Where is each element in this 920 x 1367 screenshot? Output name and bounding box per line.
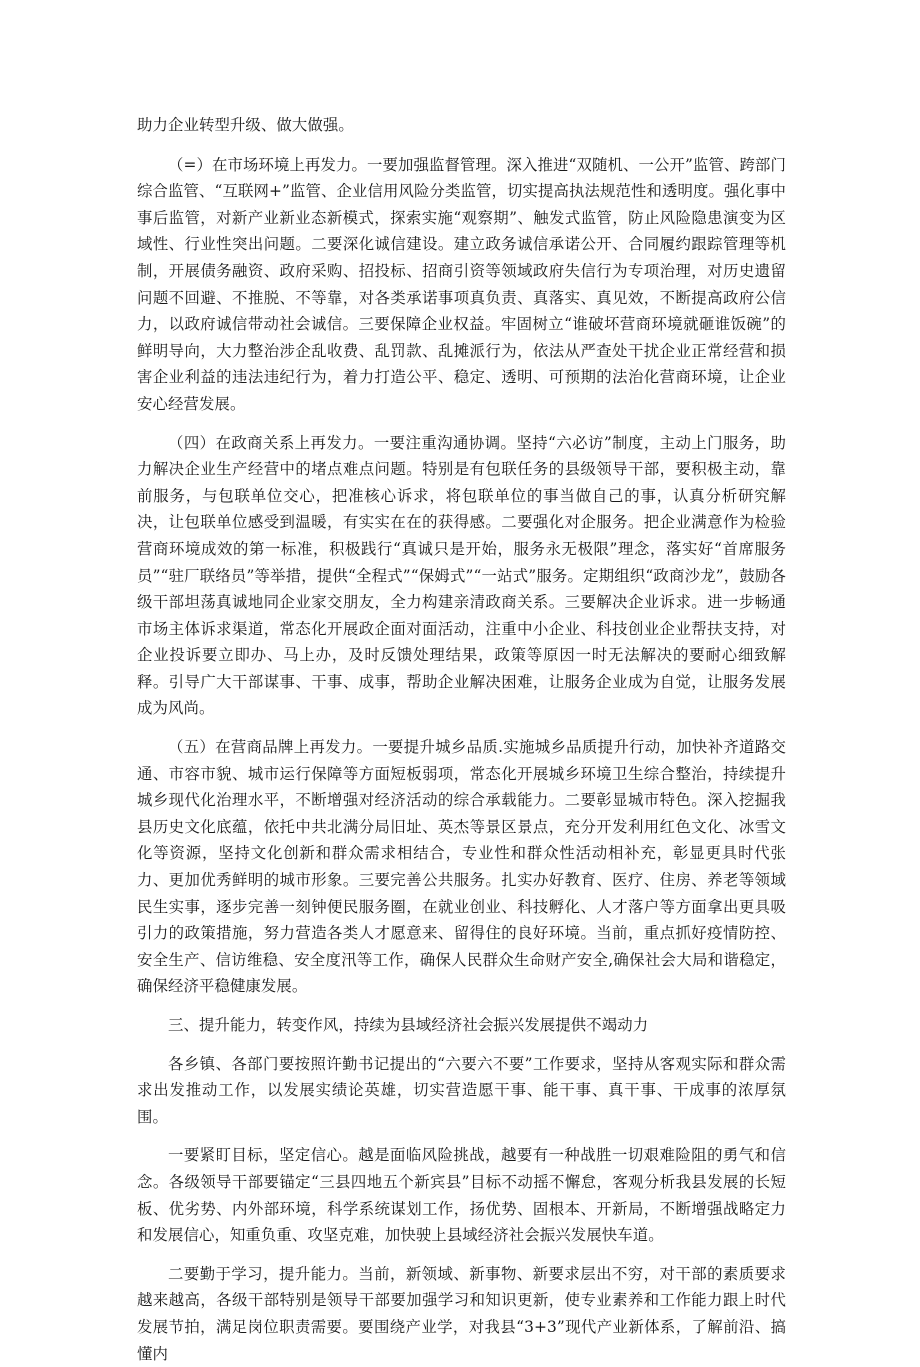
paragraph-government-business-relations: （四）在政商关系上再发力。一要注重沟通协调。坚持“六必访”制度，主动上门服务，助力解决企业生产经营中的堵点难点问题。特别是有包联任务的县级领导干部，要积极主动，靠前服务，与包联单位交心，把准核心诉求，将包联单位的事当做自己的事，认真分析研究解决，让包联单位感受到温暖，有实实在在的获得感。二要强化对企服务。把企业满意作为检验营商环境成效的第一标准，积极践行“真诚只是开始，服务永无极限”理念，落实好“首席服务员”“驻厂联络员”等举措，提供“全程式”“保姆式”“一站式”服务。定期组织“政商沙龙”，鼓励各级干部坦荡真诚地同企业家交朋友，全力构建亲清政商关系。三要解决企业诉求。进一步畅通市场主体诉求渠道，常态化开展政企面对面活动，注重中小企业、科技创业企业帮扶支持，对企业投诉要立即办、马上办，及时反馈处理结果，政策等原因一时无法解决的要耐心细致解释。引导广大干部谋事、干事、成事，帮助企业解决困难，让服务企业成为自觉，让服务发展成为风尚。 bbox=[137, 433, 786, 718]
paragraph-work-requirements: 各乡镇、各部门要按照许勤书记提出的“六要六不要”工作要求，坚持从客观实际和群众需求出发推动工作，以发展实绩论英雄，切实营造愿干事、能干事、真干事、干成事的浓厚氛围。 bbox=[137, 1054, 786, 1126]
section-heading-three: 三、提升能力，转变作风，持续为县域经济社会振兴发展提供不竭动力 bbox=[168, 1016, 649, 1034]
paragraph-continuation: 助力企业转型升级、做大做强。 bbox=[137, 116, 354, 134]
paragraph-focus-goals: 一要紧盯目标，坚定信心。越是面临风险挑战，越要有一种战胜一切艰难险阻的勇气和信念。各级领导干部要锚定“三县四地五个新宾县”目标不动摇不懈怠，客观分析我县发展的长短板、优劣势、内外部环境，科学系统谋划工作，扬优势、固根本、开新局，不断增强战略定力和发展信心，知重负重、攻坚克难，加快驶上县域经济社会振兴发展快车道。 bbox=[137, 1146, 786, 1245]
paragraph-market-environment: （=）在市场环境上再发力。一要加强监督管理。深入推进“双随机、一公开”监管、跨部门综合监管、“互联网+”监管、企业信用风险分类监管，切实提高执法规范性和透明度。强化事中事后监管，对新产业新业态新模式，探索实施“观察期”、触发式监管，防止风险隐患演变为区域性、行业性突出问题。二要深化诚信建设。建立政务诚信承诺公开、合同履约跟踪管理等机制，开展债务融资、政府采购、招投标、招商引资等领域政府失信行为专项治理，对历史遗留问题不回避、不推脱、不等靠，对各类承诺事项真负责、真落实、真见效，不断提高政府公信力，以政府诚信带动社会诚信。三要保障企业权益。牢固树立“谁破坏营商环境就砸谁饭碗”的鲜明导向，大力整治涉企乱收费、乱罚款、乱摊派行为，依法从严查处干扰企业正常经营和损害企业利益的违法违纪行为，着力打造公平、稳定、透明、可预期的法治化营商环境，让企业安心经营发展。 bbox=[137, 155, 786, 413]
paragraph-business-brand: （五）在营商品牌上再发力。一要提升城乡品质.实施城乡品质提升行动，加快补齐道路交通、市容市貌、城市运行保障等方面短板弱项，常态化开展城乡环境卫生综合整治，持续提升城乡现代化治理水平，不断增强对经济活动的综合承载能力。二要彰显城市特色。深入挖掘我县历史文化底蕴，依托中共北满分局旧址、英杰等景区景点，充分开发利用红色文化、冰雪文化等资源，坚持文化创新和群众需求相结合，专业性和群众性活动相补充，彰显更具时代张力、更加优秀鲜明的城市形象。三要完善公共服务。扎实办好教育、医疗、住房、养老等领域民生实事，逐步完善一刻钟便民服务圈，在就业创业、科技孵化、人才落户等方面拿出更具吸引力的政策措施，努力营造各类人才愿意来、留得住的良好环境。当前，重点抓好疫情防控、安全生产、信访维稳、安全度汛等工作，确保人民群众生命财产安全,确保社会大局和谐稳定，确保经济平稳健康发展。 bbox=[137, 738, 786, 996]
paragraph-study-ability: 二要勤于学习，提升能力。当前，新领域、新事物、新要求层出不穷，对干部的素质要求越来越高，各级干部特别是领导干部要加强学习和知识更新，使专业素养和工作能力跟上时代发展节拍，满足岗位职责需要。要围绕产业学，对我县“3+3”现代产业新体系，了解前沿、搞懂内 bbox=[137, 1264, 786, 1363]
